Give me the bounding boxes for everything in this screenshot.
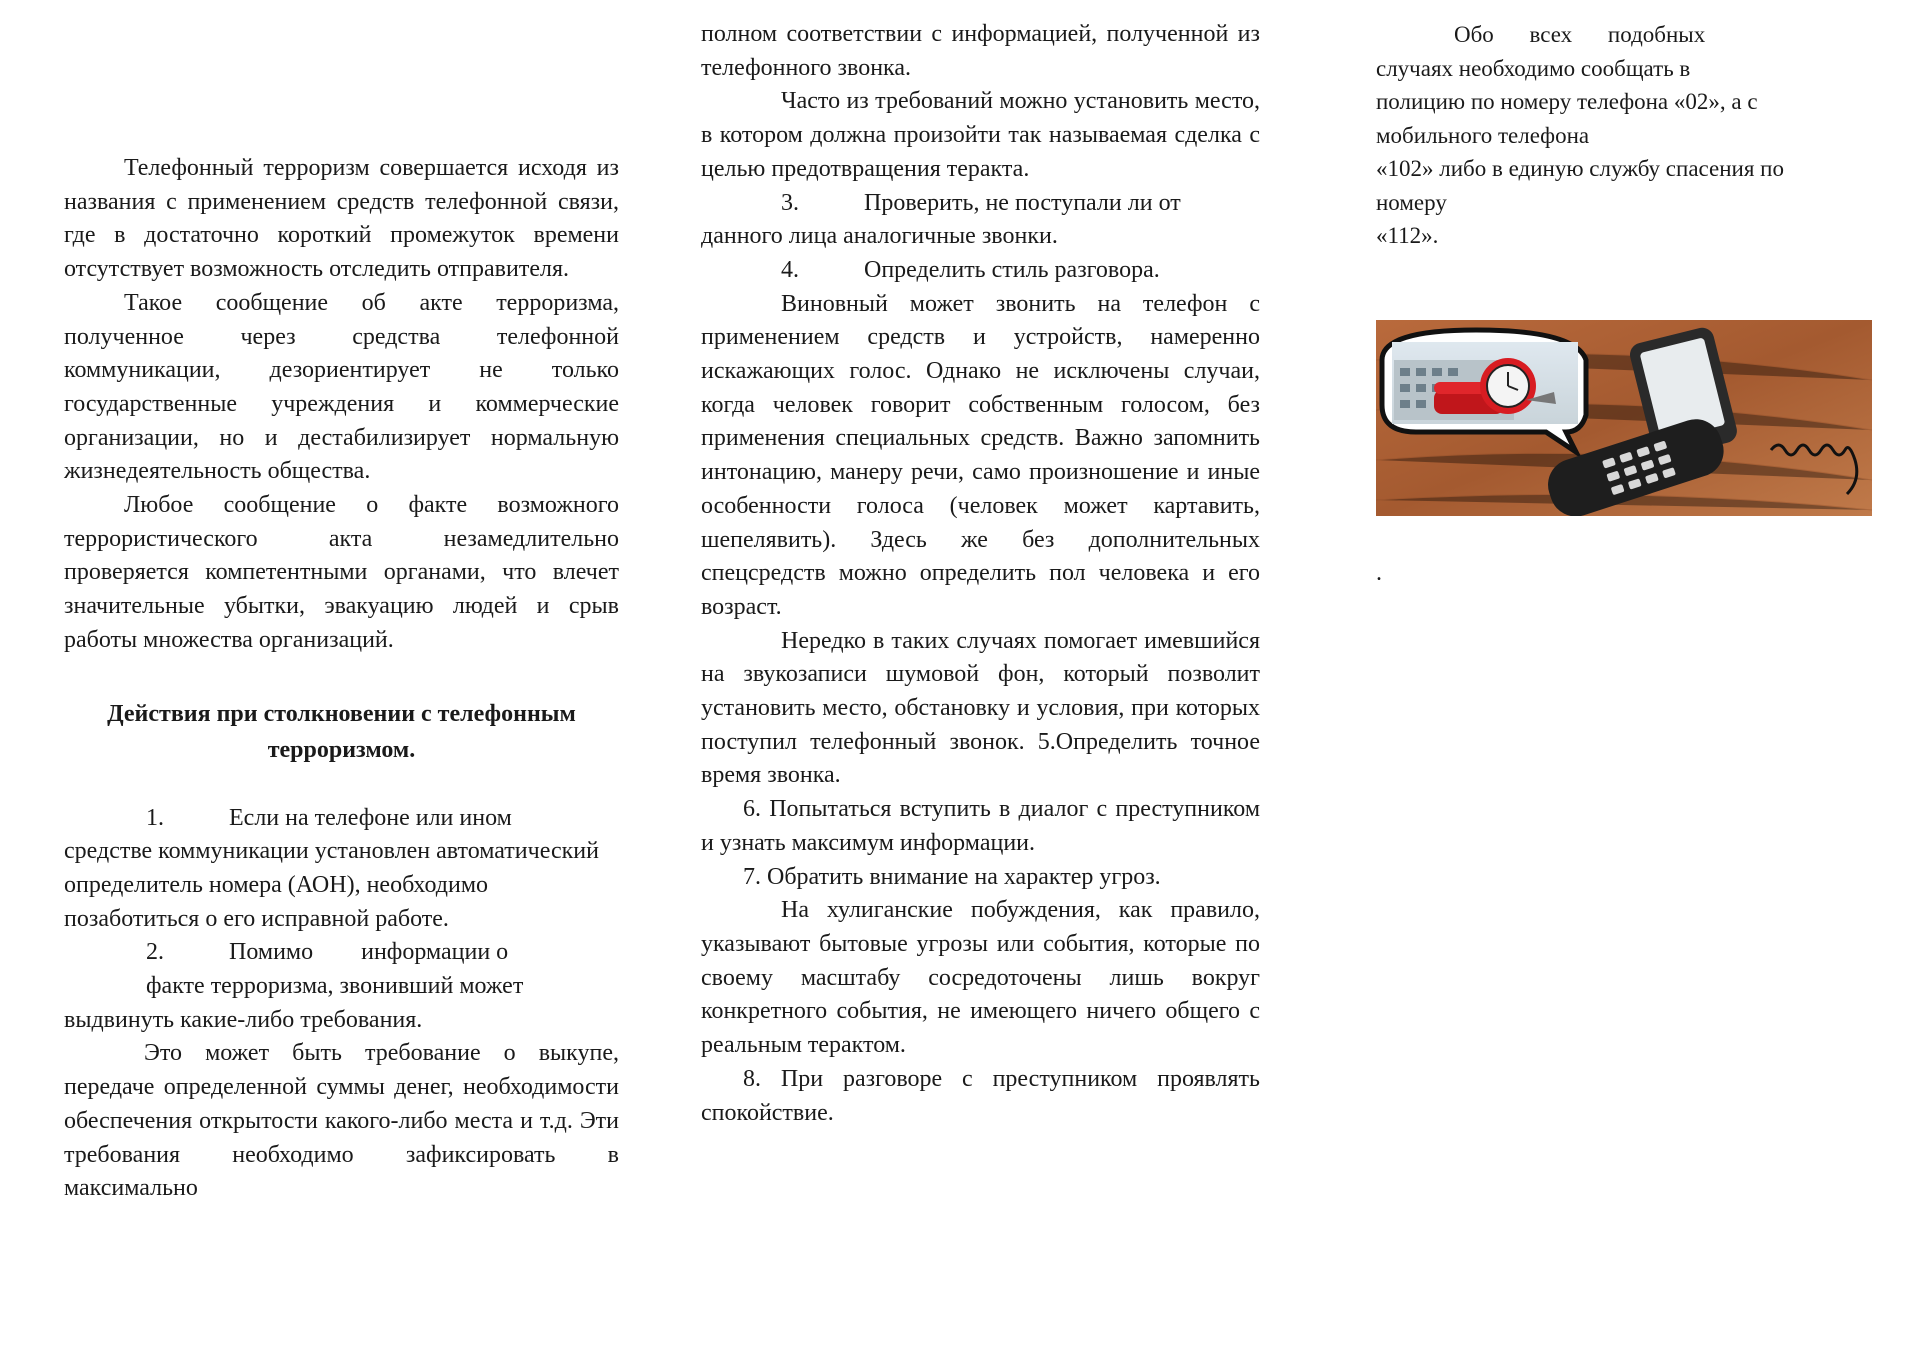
list-number: 2.	[146, 939, 164, 966]
list-item-text: Если на телефоне или ином	[229, 804, 512, 831]
list-item-2-first-line	[64, 936, 619, 970]
list-item-1-first-line	[64, 802, 619, 836]
report-line-3: полицию по номеру телефона «02», а с	[1376, 89, 1758, 114]
paragraph-hooligan-threats: На хулиганские побуждения, как правило, указывают бытовые угрозы или события, которые по своему масштабу сосредоточены лишь вокруг конкретного события, не имеющего ничего общего с реальным терактом.	[701, 897, 1260, 1059]
list-item-3-first-line	[701, 187, 1260, 221]
report-line-7: «112».	[1376, 223, 1439, 248]
list-item-text: информации о	[361, 939, 509, 966]
report-line-6: номеру	[1376, 189, 1447, 215]
list-item-1-rest: средстве коммуникации установлен автоматический определитель номера (АОН), необходимо позаботиться о его исправной работе.	[64, 838, 599, 932]
paragraph-location: Часто из требований можно установить место, в котором должна произойти так называемая сделка с целью предотвращения теракта.	[701, 88, 1260, 182]
list-number: 4.	[781, 256, 799, 283]
intro-paragraph: Телефонный терроризм совершается исходя из названия с применением средств телефонной связи, где в достаточно короткий промежуток времени отсутствует возможность отследить отправителя.	[64, 155, 619, 283]
column-2	[701, 18, 1260, 1130]
list-item-2-second-line: факте терроризма, звонивший может	[146, 973, 524, 1000]
list-item-4	[701, 254, 1260, 288]
phone-illustration	[1376, 320, 1872, 516]
paragraph-voice: Виновный может звонить на телефон с применением средств и устройств, намеренно искажающих голос. Однако не исключены случаи, когда человек говорит собственным голосом, без применения специальных средств. Важно запомнить интонацию, манеру речи, само произношение и иные особенности голоса (человек может картавить, шепелявить). Здесь же без дополнительных спецсредств можно определить пол человека и его возраст.	[701, 290, 1260, 620]
paragraph-demands: Это может быть требование о выкупе, передаче определенной суммы денег, необходимости обеспечения открытости какого-либо места и т.д. Эти требования необходимо зафиксировать в максимально	[64, 1040, 619, 1202]
list-item-text: Проверить, не поступали ли от	[864, 189, 1181, 216]
speech-bubble	[1382, 330, 1586, 452]
paragraph-message-effects: Такое сообщение об акте терроризма, полученное через средства телефонной коммуникации, дезориентирует не только государственные учреждения и коммерческие организации, но и дестабилизирует нормальную жизнедеятельность общества.	[64, 289, 619, 485]
report-line-5: «102» либо в единую службу спасения по	[1376, 156, 1784, 181]
paragraph-background-noise: Нередко в таких случаях помогает имевшийся на звукозаписи шумовой фон, который позволит установить место, обстановку и условия, при которых поступил телефонный звонок. 5.Определить точное время звонка.	[701, 627, 1260, 789]
report-line-1: Обо всех подобных	[1454, 22, 1706, 47]
list-item-text: Определить стиль разговора.	[864, 256, 1160, 283]
list-number: 1.	[146, 804, 164, 831]
paragraph-continuation: полном соответствии с информацией, полученной из телефонного звонка.	[701, 21, 1260, 81]
column-1	[64, 152, 619, 1206]
column-3	[1376, 18, 1876, 253]
list-number: 3.	[781, 189, 799, 216]
heading-line-2: терроризмом.	[267, 736, 416, 763]
heading-line-1: Действия при столкновении с телефонным	[107, 700, 576, 727]
trailing-dot: .	[1376, 560, 1382, 586]
list-item-2-rest: выдвинуть какие-либо требования.	[64, 1006, 423, 1033]
list-item-7: 7. Обратить внимание на характер угроз.	[743, 863, 1161, 890]
list-item-8: 8. При разговоре с преступником проявлять спокойствие.	[701, 1065, 1260, 1126]
report-line-4: мобильного телефона	[1376, 122, 1590, 148]
list-item-3-rest: данного лица аналогичные звонки.	[701, 223, 1058, 250]
paragraph-verification: Любое сообщение о факте возможного террористического акта незамедлительно проверяется компетентными органами, что влечет значительные убытки, эвакуацию людей и срыв работы множества организаций.	[64, 492, 619, 653]
report-line-2: случаях необходимо сообщать в	[1376, 55, 1691, 81]
section-heading	[64, 696, 619, 768]
list-item-text: Помимо	[229, 939, 314, 966]
list-item-6: 6. Попытаться вступить в диалог с преступником и узнать максимум информации.	[701, 796, 1260, 856]
phone-illustration-image	[1376, 320, 1872, 516]
